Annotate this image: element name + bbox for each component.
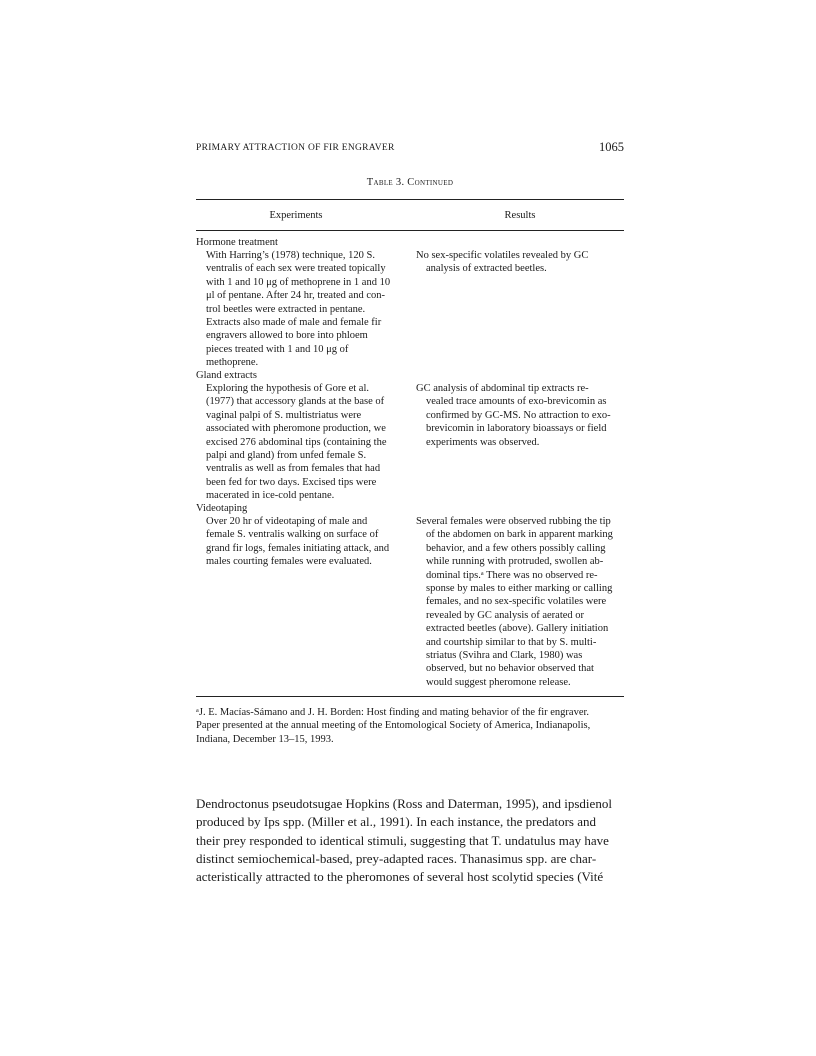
result-line: GC analysis of abdominal tip extracts re-	[416, 383, 589, 394]
column-header-experiments: Experiments	[269, 210, 323, 221]
result-line: striatus (Svihra and Clark, 1980) was	[426, 650, 583, 662]
group-title-videotaping: Videotaping	[196, 503, 248, 514]
experiment-gland-extracts: Exploring the hypothesis of Gore et al. (1977) that accessory glands at the base of vaginal palpi of S. multistriatus were associated with pheromone production, we excised 276 abdominal tips (containing the palpi and gland) from unfed female S. ventralis as well as from females that had been fed for two days. Excised tips were macerated in ice-cold pentane.	[206, 383, 387, 502]
result-line: dominal tips.ᵃ There was no observed re-	[426, 569, 598, 581]
table-caption: Table 3. Continued	[366, 177, 454, 188]
body-paragraph: Dendroctonus pseudotsugae Hopkins (Ross and Daterman, 1995), and ipsdienol produced by Ips spp. (Miller et al., 1991). In each instance, the predators and their prey responded to identical stimuli, suggesting that T. undatulus may have distinct semiochemical-based, prey-adapted races. Thanasimus spp. are char- acteristically attracted to the pheromones of several host scolytid species (Vité	[196, 796, 612, 885]
table-footnote: ᵃJ. E. Macías-Sámano and J. H. Borden: Host finding and mating behavior of the fir engraver. Paper presented at the annual meeting of the Entomological Society of America, Indianapolis, Indiana, December 13–15, 1993.	[196, 707, 591, 745]
table-bottom-rule	[196, 696, 624, 697]
result-line: while running with protruded, swollen ab-	[426, 556, 604, 568]
running-head: PRIMARY ATTRACTION OF FIR ENGRAVER	[196, 143, 395, 153]
result-line: brevicomin in laboratory bioassays or field	[426, 423, 607, 435]
result-line: experiments was observed.	[426, 436, 540, 448]
result-line: revealed by GC analysis of aerated or	[426, 609, 585, 621]
column-header-results: Results	[504, 210, 536, 221]
experiment-videotaping: Over 20 hr of videotaping of male and female S. ventralis walking on surface of grand fir logs, females initiating attack, and males courting females were evaluated.	[206, 516, 390, 568]
group-title-gland-extracts: Gland extracts	[196, 370, 257, 381]
result-line: analysis of extracted beetles.	[426, 263, 547, 275]
result-line: females, and no sex-specific volatiles were	[426, 596, 607, 608]
experiment-hormone-treatment: With Harring’s (1978) technique, 120 S. ventralis of each sex were treated topically with 1 and 10 μg of methoprene in 1 and 10 μl of pentane. After 24 hr, treated and con- trol beetles were extracted in pentane. Extracts also made of male and female fir engravers allowed to bore into phloem pieces treated with 1 and 10 μg of methoprene.	[206, 250, 391, 369]
result-hormone-treatment	[416, 249, 626, 276]
result-line: confirmed by GC-MS. No attraction to exo-	[426, 409, 611, 421]
table-header-rule	[196, 230, 624, 231]
table-top-rule	[196, 199, 624, 200]
result-videotaping	[416, 515, 626, 689]
result-line: observed, but no behavior observed that	[426, 663, 594, 675]
result-line: sponse by males to either marking or calling	[426, 583, 613, 595]
result-line: of the abdomen on bark in apparent marking	[426, 529, 613, 541]
result-gland-extracts	[416, 382, 626, 449]
result-line: No sex-specific volatiles revealed by GC	[416, 250, 589, 261]
result-line: and courtship similar to that by S. multi-	[426, 636, 597, 648]
result-line: vealed trace amounts of exo-brevicomin as	[426, 396, 607, 408]
page-number: 1065	[599, 140, 624, 154]
group-title-hormone-treatment: Hormone treatment	[196, 237, 278, 248]
result-line: Several females were observed rubbing the tip	[416, 516, 611, 527]
result-line: extracted beetles (above). Gallery initiation	[426, 623, 609, 635]
result-line: behavior, and a few others possibly calling	[426, 542, 606, 554]
result-line: would suggest pheromone release.	[426, 676, 571, 688]
